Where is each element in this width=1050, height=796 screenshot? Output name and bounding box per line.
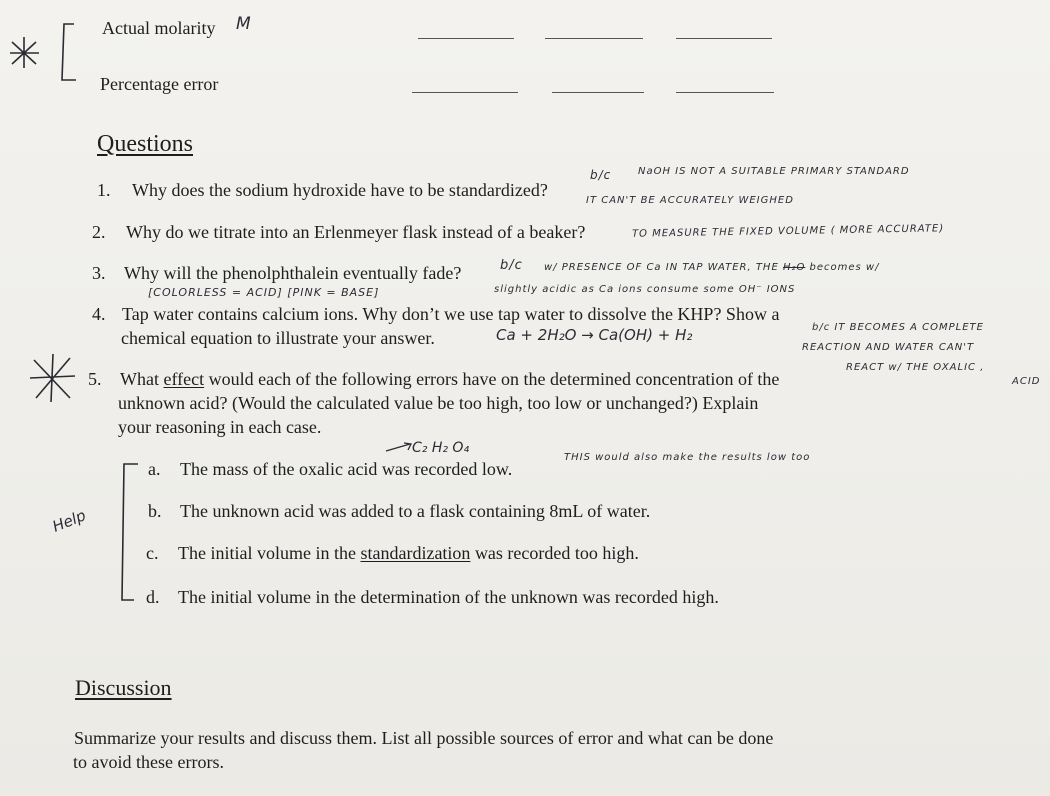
q4-text-line2: chemical equation to illustrate your answer.: [121, 328, 435, 348]
q3-indicator-note: [COLORLESS = ACID] [PINK = BASE]: [148, 286, 380, 299]
q4-chemical-equation: Ca + 2H₂O → Ca(OH) + H₂: [496, 326, 693, 344]
asterisk-mark-q5: [28, 352, 78, 404]
asterisk-mark: [8, 34, 42, 70]
q5b-text: The unknown acid was added to a flask containing 8mL of water.: [180, 501, 651, 521]
error-blank-3[interactable]: [676, 92, 774, 93]
q1-text: Why does the sodium hydroxide have to be standardized?: [132, 180, 548, 200]
actual-molarity-unit: M: [236, 14, 251, 34]
actual-molarity-label: Actual molarity: [102, 18, 216, 38]
q5-number: 5.: [88, 369, 102, 389]
bracket-mark: [40, 18, 80, 88]
q3-number: 3.: [92, 263, 106, 283]
q4-answer-line1: b/c IT BECOMES A COMPLETE: [812, 322, 984, 333]
q2-text: Why do we titrate into an Erlenmeyer flask instead of a beaker?: [126, 222, 586, 242]
q5a-answer: THIS would also make the results low too: [564, 452, 811, 463]
bleed-through-text: ⁠: [599, 108, 601, 124]
q5-oxalic-formula: C₂ H₂ O₄: [412, 440, 470, 456]
q3-text: Why will the phenolphthalein eventually fade?: [124, 263, 462, 283]
arrow-mark: [384, 441, 414, 453]
q5a-letter: a.: [148, 459, 161, 479]
help-note: Help: [49, 506, 89, 536]
q2-number: 2.: [92, 222, 106, 242]
error-blank-1[interactable]: [412, 92, 518, 93]
q2-answer: TO MEASURE THE FIXED VOLUME ( MORE ACCURATE): [631, 223, 945, 240]
q1-answer-because: b/c: [590, 168, 612, 182]
q4-answer-line3: REACT w/ THE OXALIC ,: [846, 362, 985, 373]
error-blank-2[interactable]: [552, 92, 644, 93]
discussion-heading: Discussion: [75, 675, 172, 700]
questions-heading: Questions: [97, 131, 193, 157]
q4-answer-line4: ACID: [1012, 376, 1041, 387]
q5c-text: The initial volume in the standardization was recorded too high.: [178, 543, 639, 563]
q5d-text: The initial volume in the determination of the unknown was recorded high.: [178, 587, 719, 607]
discussion-text-line1: Summarize your results and discuss them. List all possible sources of error and what can be done: [74, 728, 774, 748]
discussion-text-line2: to avoid these errors.: [73, 752, 224, 772]
molarity-blank-1[interactable]: [418, 38, 514, 39]
q5c-letter: c.: [146, 543, 159, 563]
q5-bracket-mark: [116, 460, 146, 608]
q5b-letter: b.: [148, 501, 162, 521]
percentage-error-label: Percentage error: [100, 74, 219, 94]
q3-answer-because: b/c: [500, 258, 523, 273]
molarity-blank-2[interactable]: [545, 38, 643, 39]
q5-text-line1: What effect would each of the following errors have on the determined concentration of the: [120, 369, 780, 389]
q4-text-line1: Tap water contains calcium ions. Why don’t we use tap water to dissolve the KHP? Show a: [122, 304, 780, 324]
q5a-text: The mass of the oxalic acid was recorded low.: [180, 459, 513, 479]
molarity-blank-3[interactable]: [676, 38, 772, 39]
q1-answer-line2: IT CAN'T BE ACCURATELY WEIGHED: [586, 195, 794, 206]
q5-text-line2: unknown acid? (Would the calculated value be too high, too low or unchanged?) Explain: [118, 393, 759, 413]
q1-number: 1.: [97, 180, 111, 200]
q3-answer-line2: slightly acidic as Ca ions consume some OH⁻ IONS: [494, 284, 796, 295]
q1-answer-line1: NaOH IS NOT A SUITABLE PRIMARY STANDARD: [638, 166, 910, 177]
q4-number: 4.: [92, 304, 106, 324]
q4-answer-line2: REACTION AND WATER CAN'T: [802, 342, 975, 353]
q3-answer-line1: w/ PRESENCE OF Ca IN TAP WATER, THE H₂O becomes w/: [544, 262, 880, 273]
q5d-letter: d.: [146, 587, 160, 607]
q5-text-line3: your reasoning in each case.: [118, 417, 322, 437]
